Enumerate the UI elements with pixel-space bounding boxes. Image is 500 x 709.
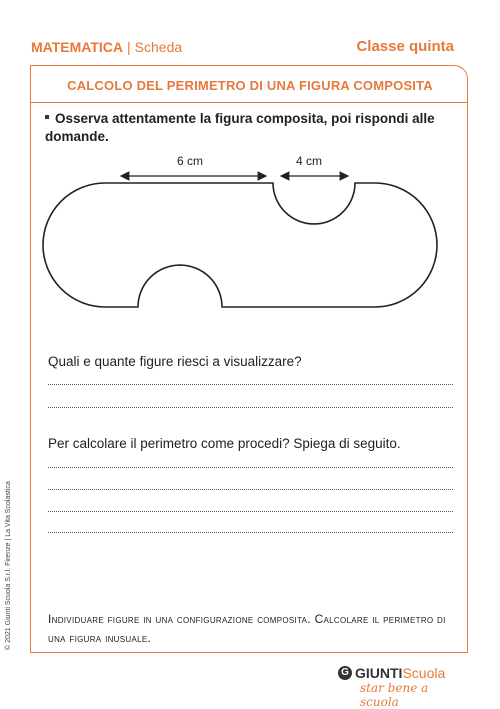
question-1: Quali e quante figure riesci a visualizzare? [48, 354, 302, 369]
card-title: CALCOLO DEL PERIMETRO DI UNA FIGURA COMPOSITA [67, 78, 433, 93]
dimension-label-6cm: 6 cm [176, 154, 204, 168]
header-separator: | [127, 39, 131, 55]
question-2: Per calcolare il perimetro come procedi? Spiega di seguito. [48, 436, 401, 451]
publisher-logo [338, 665, 468, 709]
logo-brand-suffix: Scuola [402, 665, 446, 681]
composite-shape-outline [43, 183, 437, 307]
subject-label: MATEMATICA [31, 39, 124, 55]
logo-tagline: star bene a scuola [360, 681, 429, 709]
logo-brand: GIUNTI [355, 665, 403, 681]
copyright-notice: © 2021 Giunti Scuola S.r.l. Firenze | La Vita Scolastica [5, 481, 12, 650]
dimension-label-4cm: 4 cm [295, 154, 323, 168]
giunti-g-icon: G [338, 666, 352, 680]
learning-objective: Individuare figure in una configurazione composita. Calcolare il perimetro di una figura inusuale. [48, 612, 446, 645]
grade-label: Classe quinta [356, 38, 454, 55]
worksheet-type: Scheda [134, 39, 183, 55]
instruction-text: Osserva attentamente la figura composita, poi rispondi alle domande. [45, 111, 435, 144]
